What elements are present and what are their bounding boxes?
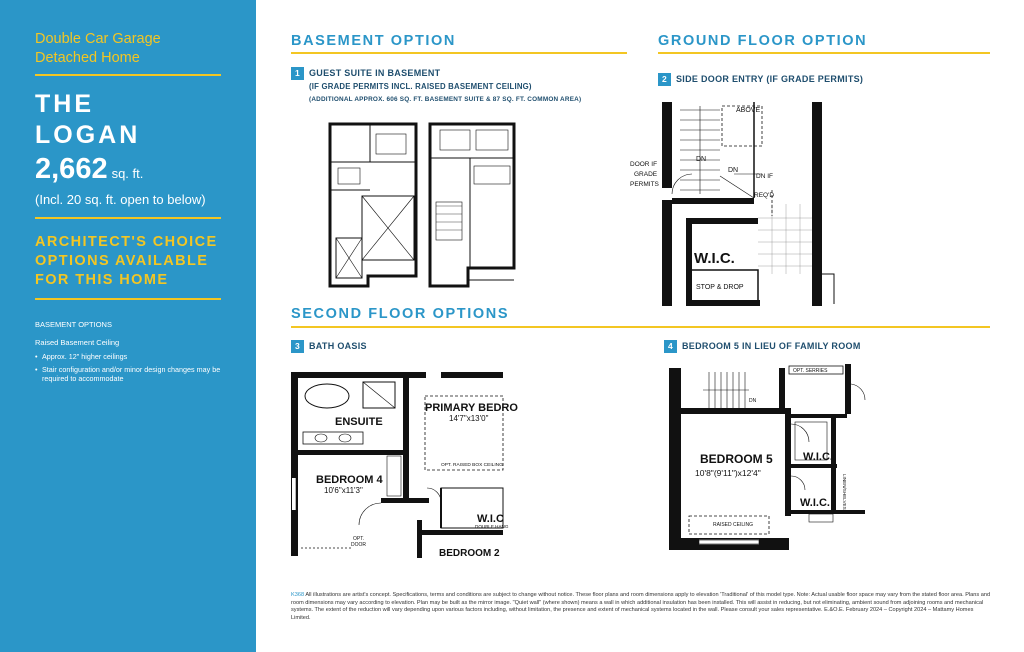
plan-label: DOOR (351, 542, 366, 548)
plan-label: PRIMARY BEDRO (425, 402, 518, 414)
basement-suite-floor-plan (318, 110, 518, 292)
plan-label: W.I.C. (800, 497, 830, 509)
plan-label: W.I.C. (803, 451, 833, 463)
plan-label: STOP & DROP (696, 284, 744, 291)
plan-label: RAISED CEILING (713, 522, 754, 528)
plan-label: BEDROOM 4 (316, 474, 383, 486)
section-heading-ground: GROUND FLOOR OPTION (658, 33, 868, 49)
plan-label: W.I.C (477, 513, 504, 525)
divider (35, 74, 221, 76)
plan-label: OPT. SERRIES (793, 368, 828, 374)
plan-label: GRADE (634, 171, 658, 178)
plan-label: DOUBLE HANG (475, 524, 509, 529)
plan-label: 14'7"x13'0" (449, 414, 489, 423)
divider (35, 217, 221, 219)
option-2-title: 2 SIDE DOOR ENTRY (IF GRADE PERMITS) (658, 73, 863, 86)
bath-oasis-floor-plan (291, 370, 518, 559)
plan-label: 10'8"(9'11")x12'4" (695, 468, 761, 478)
plan-label: ABOVE (736, 107, 761, 114)
plan-label: DN (749, 398, 757, 404)
plan-label: LINEN/SHELVES (842, 474, 847, 510)
plan-label: DOOR IF (630, 161, 658, 168)
side-door-entry-floor-plan (630, 98, 842, 308)
plan-label: 10'6"x11'3" (324, 486, 363, 495)
plan-label: ENSUITE (335, 416, 383, 428)
option-4-title: 4 BEDROOM 5 IN LIEU OF FAMILY ROOM (664, 340, 861, 353)
divider (35, 298, 221, 300)
list-item: • Approx. 12" higher ceilings (35, 352, 225, 362)
option-1-detail: (ADDITIONAL APPROX. 606 SQ. FT. BASEMENT SUITE & 87 SQ. FT. COMMON AREA) (309, 96, 582, 103)
option-3-title: 3 BATH OASIS (291, 340, 367, 353)
plan-label: REQ'D (754, 192, 775, 199)
section-rule (291, 326, 990, 328)
model-name: THE LOGAN (35, 90, 141, 149)
plan-label: W.I.C. (694, 250, 735, 267)
section-heading-second: SECOND FLOOR OPTIONS (291, 306, 510, 322)
disclaimer: K368 All illustrations are artist's concept. Specifications, terms and conditions are subject to change without notice. These floor plans and room dimensions apply to elevation 'Traditional' of this model type. Note: Actual usable floor space may vary from the stated floor area. Plans and room dimensions may vary according to elevation. Plan may be built as the mirror image. "Quiet wall" (where shown) means a wall in which additional insulation has been installed. This will assist in reducing, but not eliminating, ambient sound from adjoining rooms and mechanical systems. The extent of the reduction will vary depending upon various factors including, without limitation, the presence and extent of mechanical systems located in the wall. Please consult your sales representative. E.&O.E. February 2024 – Copyright 2024 – Mattamy Homes Limited. (291, 592, 991, 621)
basement-options-heading: BASEMENT OPTIONS (35, 320, 112, 329)
plan-label: BEDROOM 5 (700, 452, 773, 466)
sidebar (0, 0, 256, 652)
option-1-title: 1 GUEST SUITE IN BASEMENT (291, 67, 440, 80)
section-heading-basement: BASEMENT OPTION (291, 33, 456, 49)
plan-label: DN IF (756, 173, 773, 180)
options-bullet-list (35, 352, 225, 387)
plan-label: BEDROOM 2 (439, 548, 500, 559)
option-1-subtitle: (IF GRADE PERMITS INCL. RAISED BASEMENT CEILING) (309, 82, 532, 91)
sqft-note: (Incl. 20 sq. ft. open to below) (35, 192, 206, 207)
plan-label: PERMITS (630, 181, 659, 188)
home-type: Double Car Garage Detached Home (35, 31, 161, 66)
section-rule (291, 52, 627, 54)
plan-label: OPT. RAISED BOX CEILING (441, 463, 503, 468)
architect-choice-heading: ARCHITECT'S CHOICE OPTIONS AVAILABLE FOR THIS HOME (35, 234, 218, 288)
section-rule (658, 52, 990, 54)
list-item: • Stair configuration and/or minor design changes may be required to accommodate (35, 365, 225, 384)
plan-label: OPT. (353, 536, 365, 542)
plan-label: DN (696, 156, 707, 163)
bedroom-5-floor-plan (669, 364, 869, 554)
square-footage: 2,662 sq. ft. (35, 153, 144, 185)
basement-options-subheading: Raised Basement Ceiling (35, 338, 120, 347)
plan-label: DN (728, 167, 739, 174)
